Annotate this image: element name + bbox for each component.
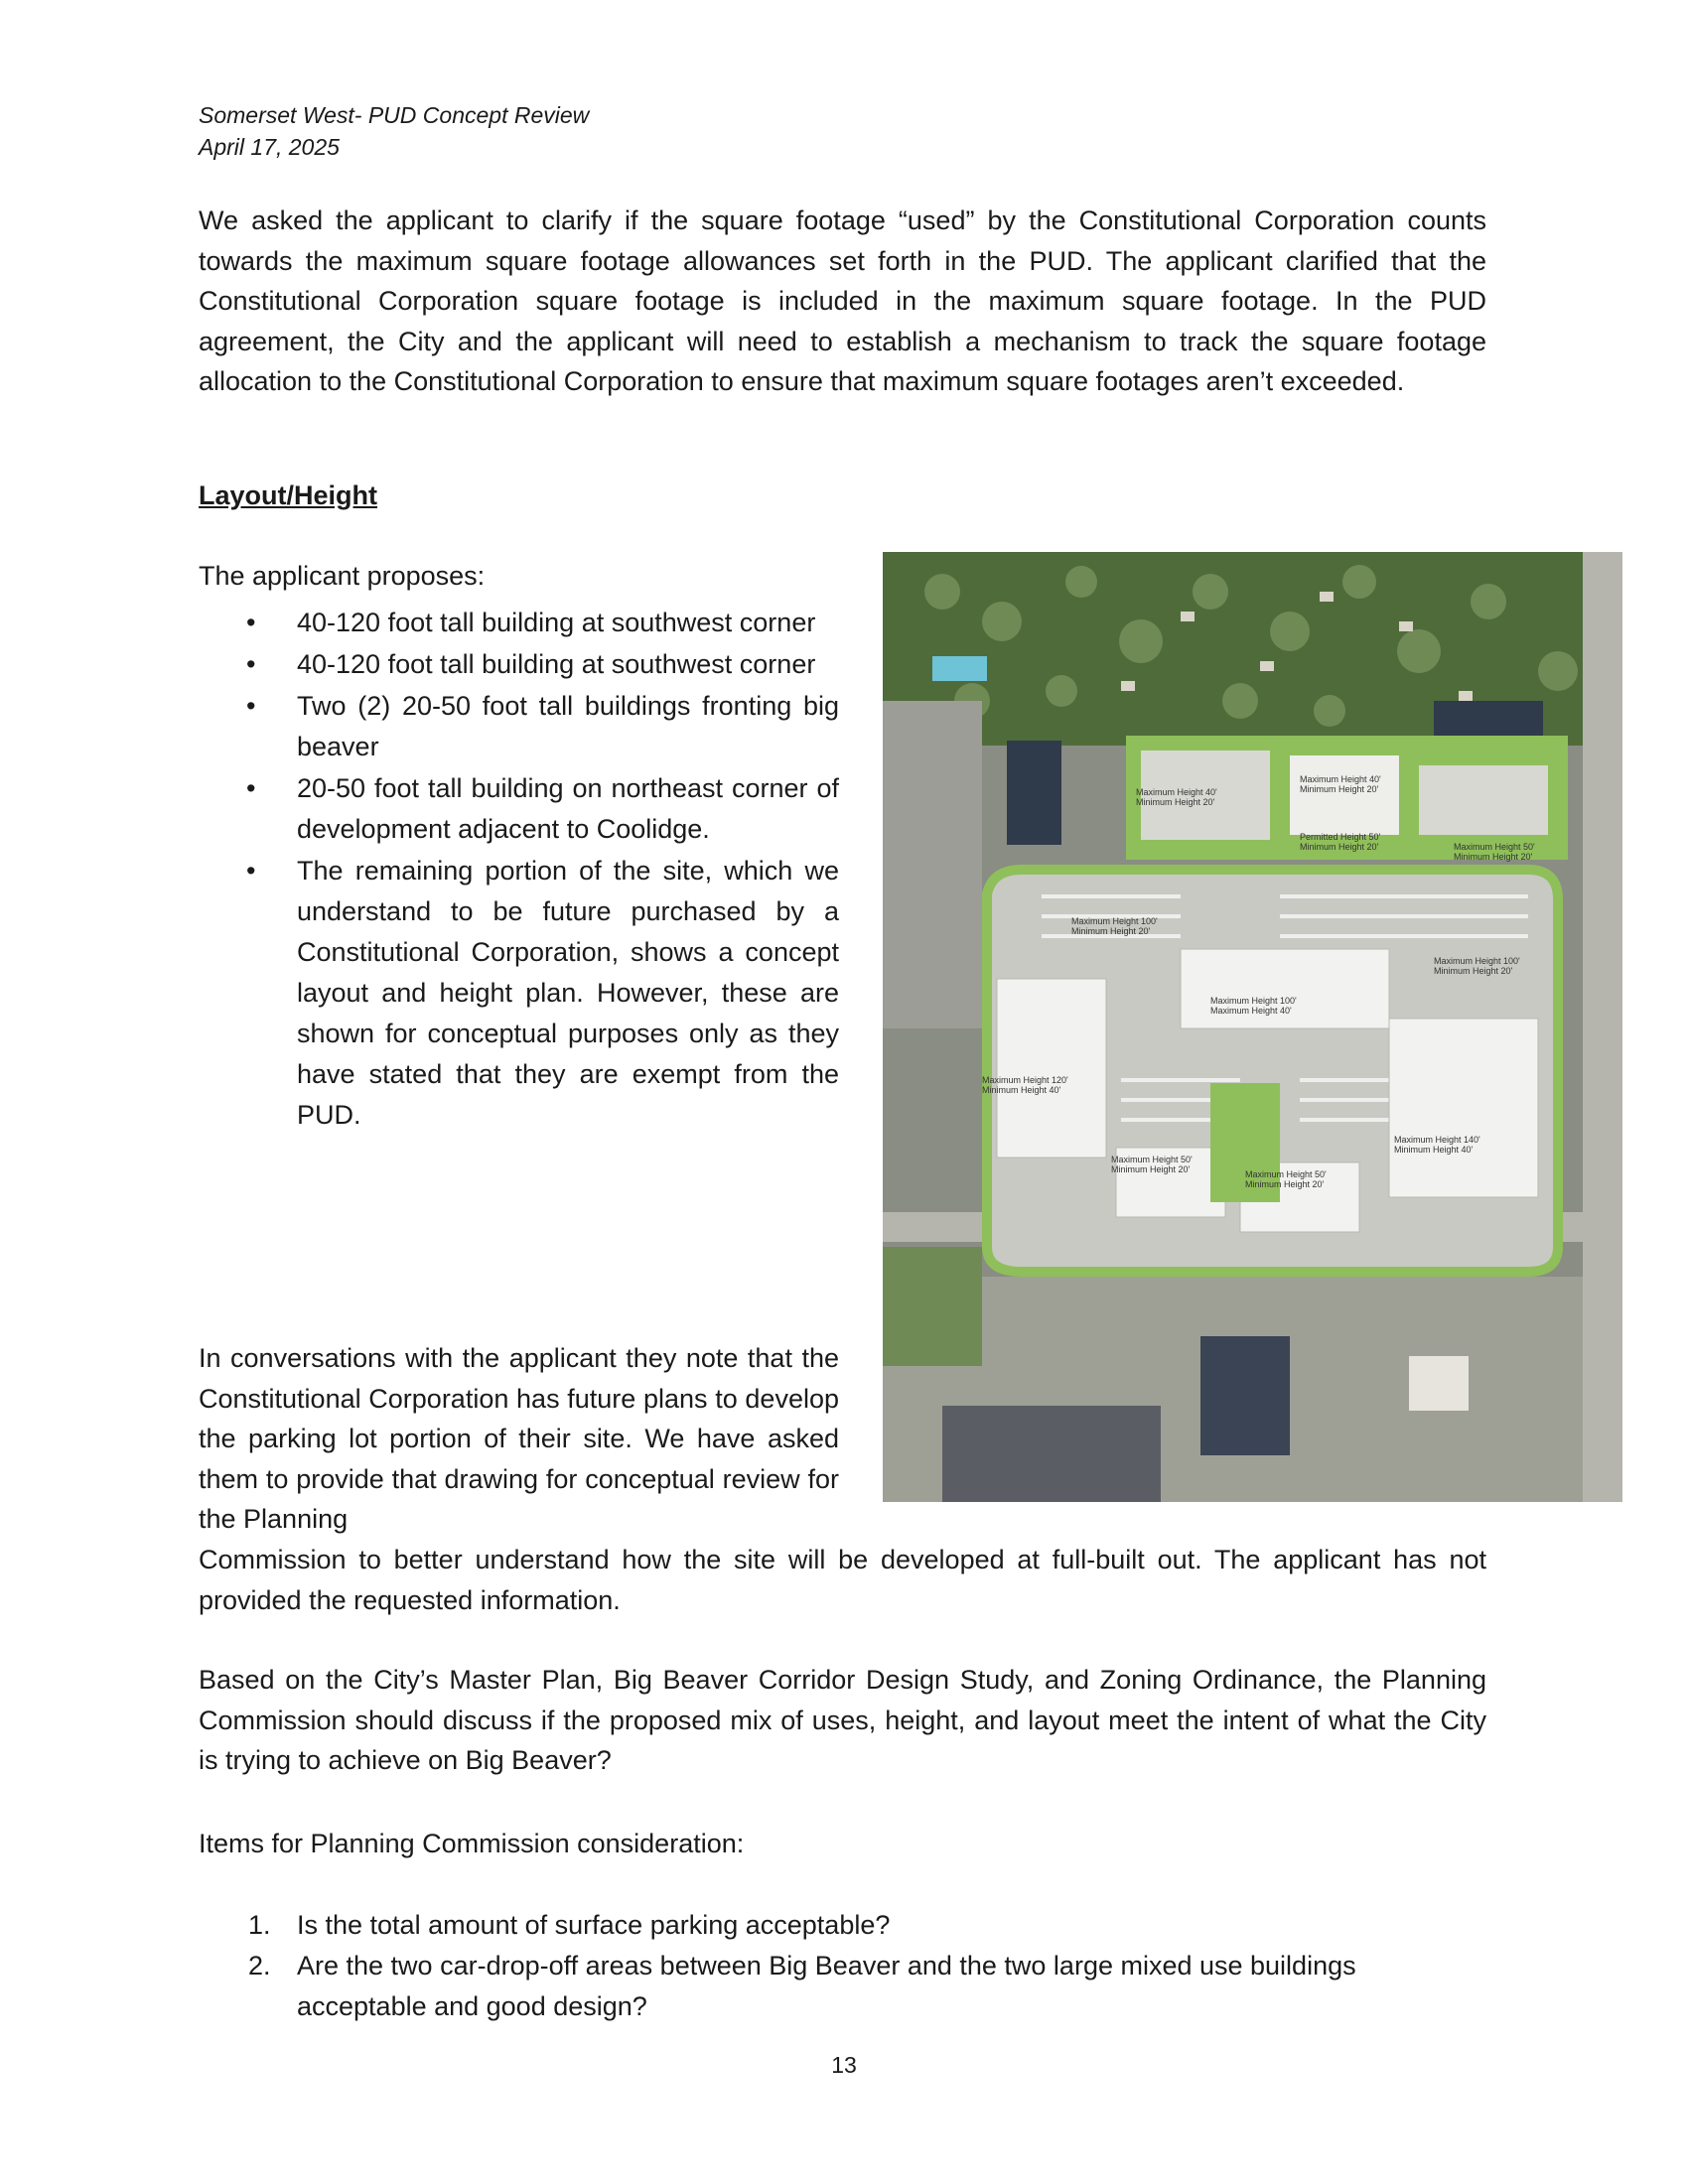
label-south-west: Maximum Height 50' Minimum Height 20' [1111,1155,1193,1174]
label-main-east: Maximum Height 100' Minimum Height 20' [1434,956,1520,976]
list-item-text: Are the two car-drop-off areas between Big Beaver and the two large mixed use buildings acceptable and good design? [297,1951,1356,2021]
proposal-item: • The remaining portion of the site, which we understand to be future purchased by a Constitutional Corporation, shows a concept layout and height plan. However, these are shown for conceptual purposes only as they have stated that they are exempt from the PUD. [199,851,839,1136]
header-title: Somerset West- PUD Concept Review [199,102,590,128]
consideration-list [199,1905,1486,2027]
list-item [199,1905,1486,1946]
label-main-north: Maximum Height 100' Minimum Height 20' [1071,916,1158,936]
label-north-center: Maximum Height 40' Minimum Height 20' [1300,774,1381,794]
label-southeast-tower: Maximum Height 140' Minimum Height 40' [1394,1135,1480,1155]
list-item-number: 2. [248,1951,271,1980]
label-southwest-tower: Maximum Height 120' Minimum Height 40' [982,1075,1068,1095]
list-item-number: 1. [248,1910,271,1940]
label-south-center: Maximum Height 50' Minimum Height 20' [1245,1169,1327,1189]
paragraph-master-plan: Based on the City’s Master Plan, Big Beaver Corridor Design Study, and Zoning Ordinance, the Planning Commission should discuss if the proposed mix of uses, height, and layout meet the intent of what the City is trying to achieve on Big Beaver? [199,1665,1486,1775]
page-header [199,99,589,163]
list-item [199,1946,1486,2027]
label-main-center: Maximum Height 100' Maximum Height 40' [1210,996,1297,1016]
items-lead: Items for Planning Commission consideration: [199,1829,745,1858]
header-date: April 17, 2025 [199,134,340,160]
page-number: 13 [831,2052,857,2078]
proposal-item: • 40-120 foot tall building at southwest corner [199,644,839,685]
label-north-east: Maximum Height 50' Minimum Height 20' [1454,842,1535,862]
label-north-permitted: Permitted Height 50' Minimum Height 20' [1300,832,1381,852]
site-plan-aerial-image [883,552,1622,1502]
paragraph-square-footage: We asked the applicant to clarify if the square footage “used” by the Constitutional Corporation counts towards the maximum square footage allowances set forth in the PUD. The applicant clarified that the Constitutional Corporation square footage is included in the maximum square footage. In the PUD agreement, the City and the applicant will need to establish a mechanism to track the square footage allocation to the Constitutional Corporation to ensure that maximum square footages aren’t exceeded. [199,205,1486,396]
list-item-text: Is the total amount of surface parking acceptable? [297,1910,891,1940]
proposal-item: • 40-120 foot tall building at southwest corner [199,603,839,643]
proposal-list [199,603,839,1137]
proposes-lead: The applicant proposes: [199,561,486,591]
proposal-item: • 20-50 foot tall building on northeast corner of development adjacent to Coolidge. [199,768,839,850]
paragraph-conversations: In conversations with the applicant they note that the Constitutional Corporation has future plans to develop the parking lot portion of their site. We have asked them to provide that drawing for conceptual review for the Planning [199,1343,839,1534]
paragraph-conversations-continued: Commission to better understand how the site will be developed at full-built out. The applicant has not provided the requested information. [199,1545,1486,1615]
proposal-item: • Two (2) 20-50 foot tall buildings fronting big beaver [199,686,839,767]
label-north-west: Maximum Height 40' Minimum Height 20' [1136,787,1217,807]
section-heading-layout-height: Layout/Height [199,480,377,510]
